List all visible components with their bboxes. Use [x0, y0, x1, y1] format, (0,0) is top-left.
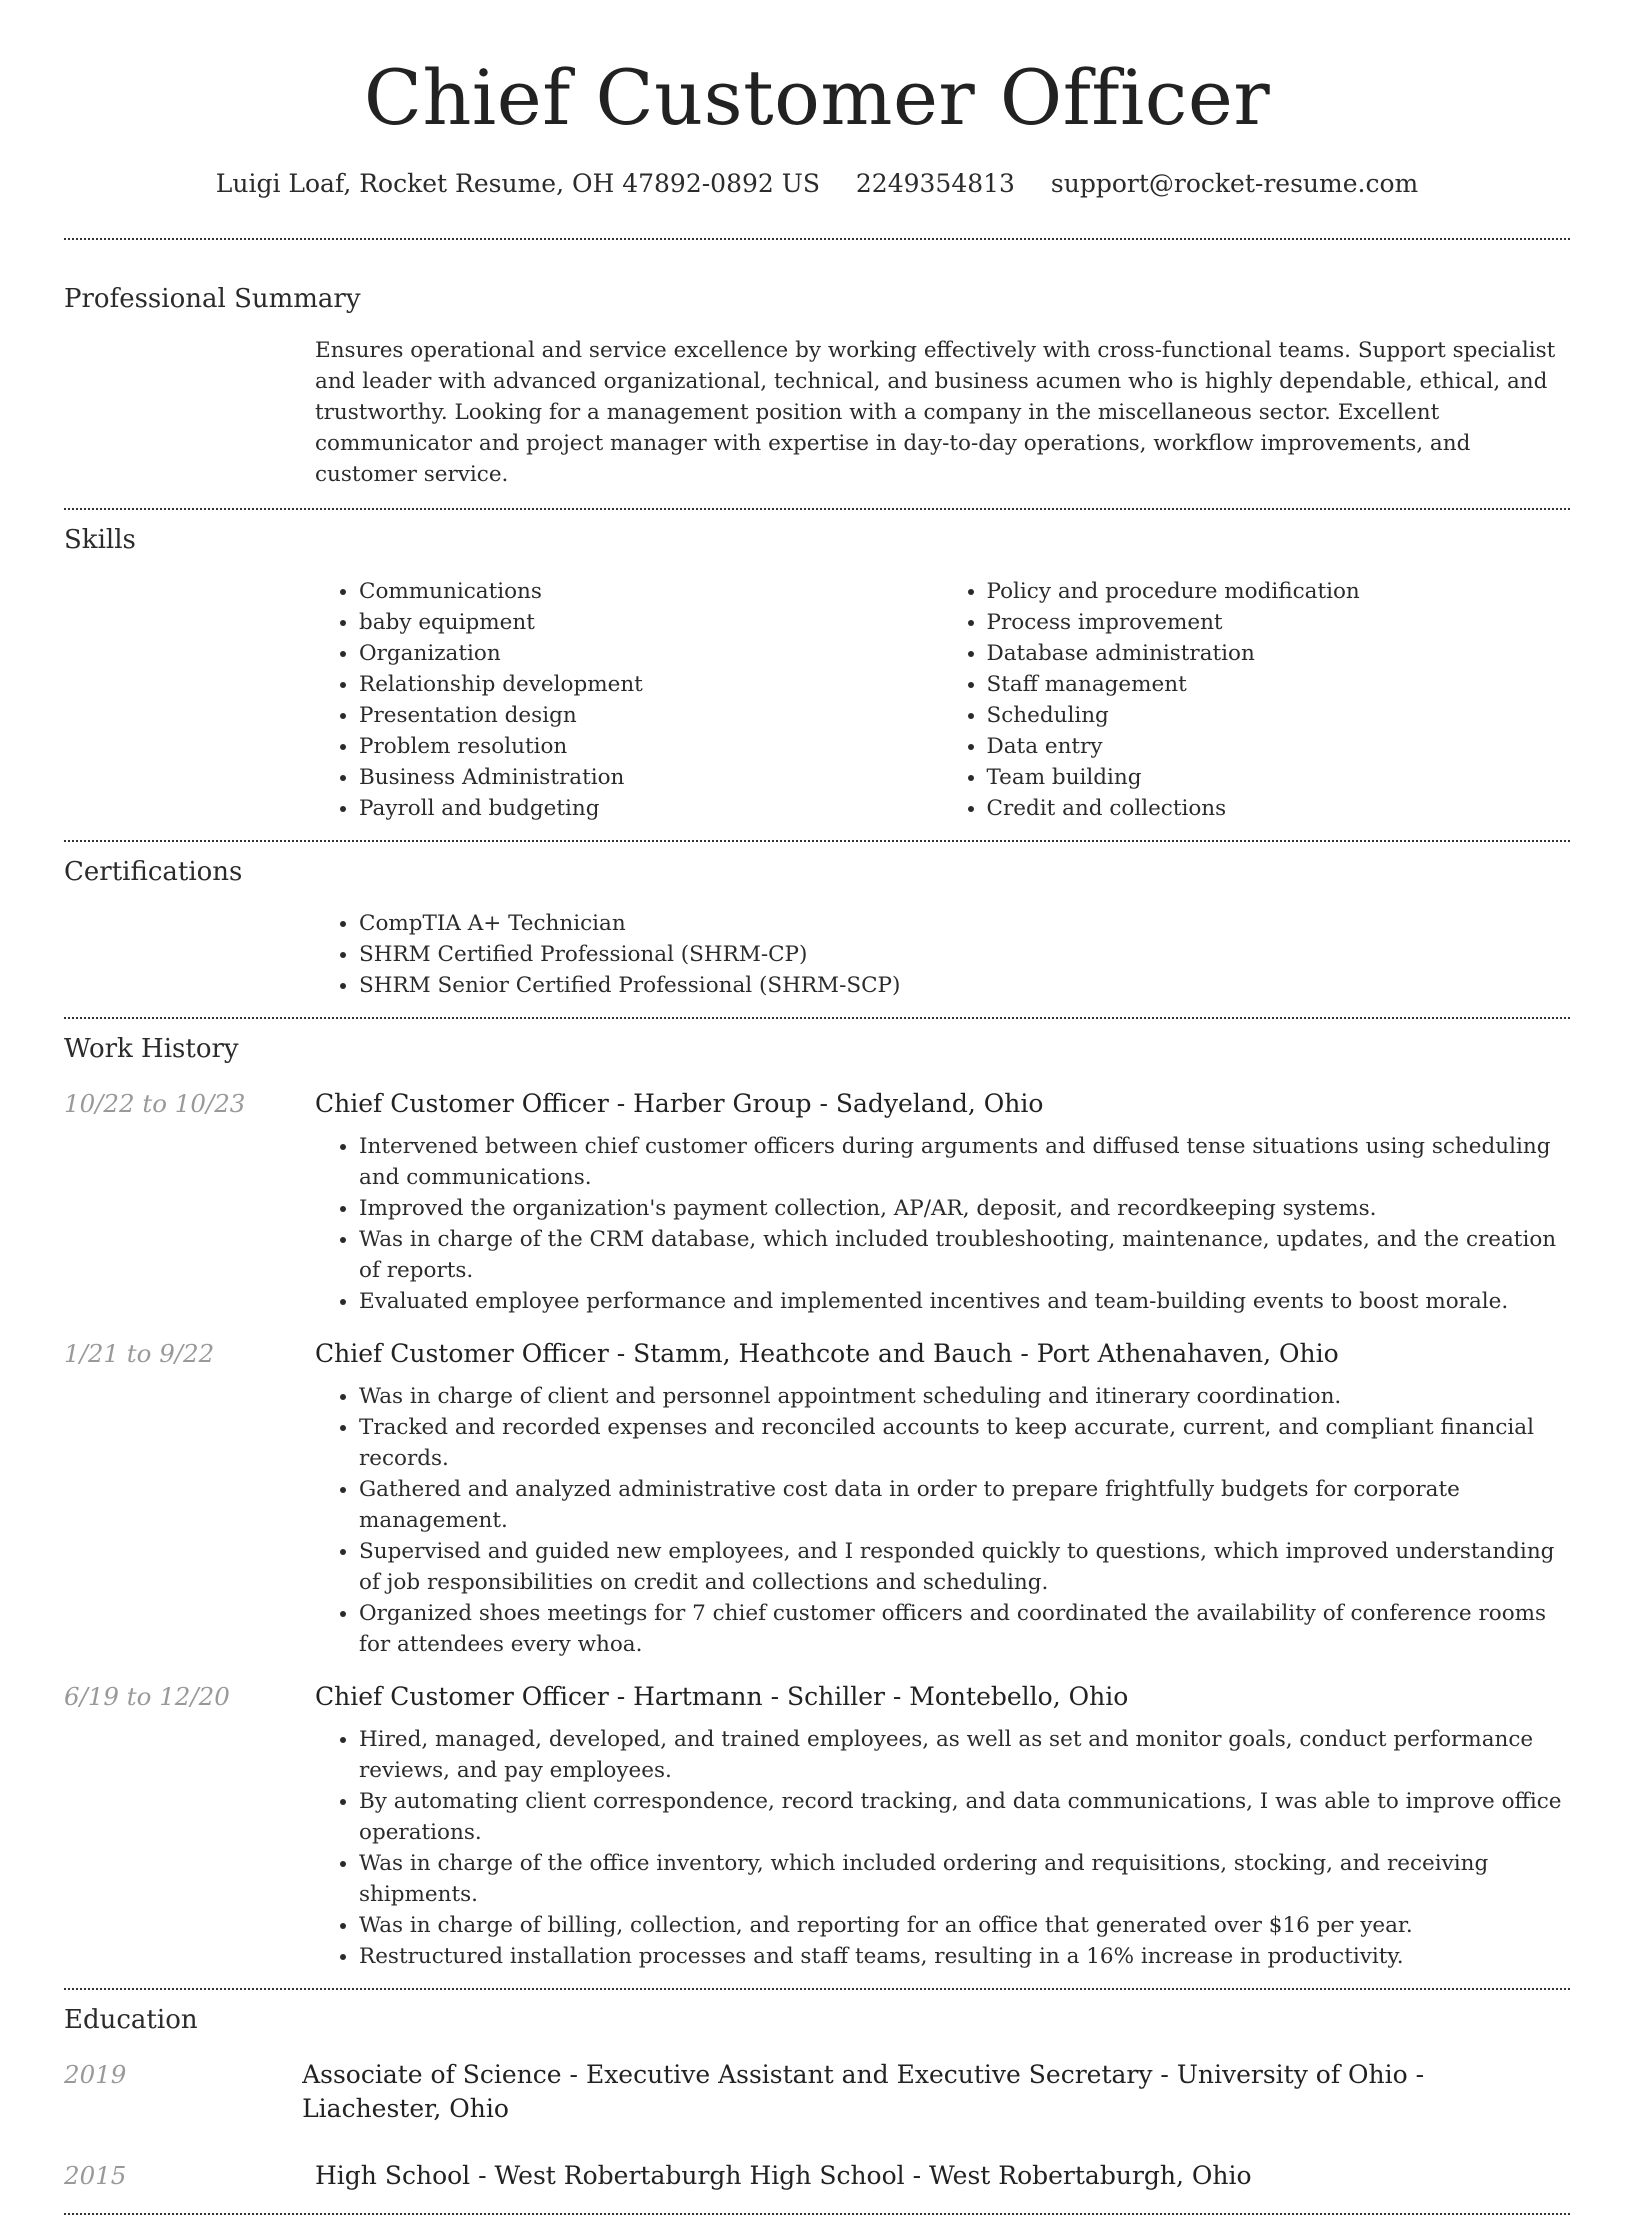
job-bullet: • Restructured installation processes and staff teams, resulting in a 16% increase in productivity. — [359, 1941, 1570, 1972]
job-entry — [64, 1337, 1570, 1660]
skill-item: • Relationship development — [359, 669, 943, 700]
contact-phone: 2249354813 — [855, 169, 1015, 198]
work-history-heading: Work History — [64, 1034, 239, 1064]
divider — [64, 508, 1570, 510]
job-dates: 1/21 to 9/22 — [64, 1339, 215, 1368]
job-dates: 10/22 to 10/23 — [64, 1089, 246, 1118]
job-header — [64, 1087, 1570, 1121]
contact-email: support@rocket-resume.com — [1050, 169, 1419, 198]
certification-item: • SHRM Senior Certified Professional (SHRM-SCP) — [359, 970, 1570, 1001]
skill-item: • Communications — [359, 576, 943, 607]
job-entry — [64, 1087, 1570, 1317]
job-header — [64, 1337, 1570, 1371]
job-bullet: • Was in charge of the office inventory, which included ordering and requisitions, stocking, and receiving shipments. — [359, 1848, 1570, 1910]
divider — [64, 1017, 1570, 1019]
education-year: 2019 — [64, 2060, 127, 2089]
job-title: Chief Customer Officer - Hartmann - Schiller - Montebello, Ohio — [315, 1682, 1129, 1711]
skill-item: • Credit and collections — [987, 793, 1571, 824]
education-heading: Education — [64, 2005, 198, 2035]
job-bullet: • Tracked and recorded expenses and reconciled accounts to keep accurate, current, and compliant financial records. — [359, 1412, 1570, 1474]
divider — [64, 238, 1570, 240]
skill-item: • Scheduling — [987, 700, 1571, 731]
skill-item: • Process improvement — [987, 607, 1571, 638]
job-bullet: • Intervened between chief customer officers during arguments and diffused tense situations using scheduling and communications. — [359, 1131, 1570, 1193]
skill-item: • Team building — [987, 762, 1571, 793]
job-entry — [64, 1680, 1570, 1972]
job-header — [64, 1680, 1570, 1714]
job-bullet: • Improved the organization's payment collection, AP/AR, deposit, and recordkeeping systems. — [359, 1193, 1570, 1224]
skill-item: • Organization — [359, 638, 943, 669]
skill-item: • Staff management — [987, 669, 1571, 700]
skills-list — [315, 576, 1570, 824]
contact-line — [64, 166, 1570, 202]
job-bullets — [315, 1724, 1570, 1972]
skill-item: • Policy and procedure modification — [987, 576, 1571, 607]
job-bullets — [315, 1131, 1570, 1317]
job-bullet: • Organized shoes meetings for 7 chief customer officers and coordinated the availability of conference rooms for attendees every whoa. — [359, 1598, 1570, 1660]
skill-item: • Business Administration — [359, 762, 943, 793]
job-bullet: • By automating client correspondence, record tracking, and data communications, I was able to improve office operations. — [359, 1786, 1570, 1848]
divider — [64, 1988, 1570, 1990]
certifications-list — [315, 908, 1570, 1001]
job-bullet: • Was in charge of billing, collection, and reporting for an office that generated over $16 per year. — [359, 1910, 1570, 1941]
divider — [64, 840, 1570, 842]
education-title: Associate of Science - Executive Assistant and Executive Secretary - University of Ohio - Liachester, Ohio — [302, 2060, 1425, 2123]
skill-item: • Problem resolution — [359, 731, 943, 762]
summary-heading: Professional Summary — [64, 284, 361, 314]
job-bullet: • Supervised and guided new employees, and I responded quickly to questions, which improved understanding of job responsibilities on credit and collections and scheduling. — [359, 1536, 1570, 1598]
job-bullets — [315, 1381, 1570, 1660]
job-bullet: • Evaluated employee performance and implemented incentives and team-building events to boost morale. — [359, 1286, 1570, 1317]
education-entry — [64, 2058, 1570, 2126]
contact-address: Luigi Loaf, Rocket Resume, OH 47892-0892 US — [215, 169, 820, 198]
skills-heading: Skills — [64, 525, 136, 555]
job-bullet: • Was in charge of client and personnel appointment scheduling and itinerary coordination. — [359, 1381, 1570, 1412]
skill-item: • Database administration — [987, 638, 1571, 669]
certifications-heading: Certifications — [64, 857, 243, 887]
certification-item: • CompTIA A+ Technician — [359, 908, 1570, 939]
skill-item: • baby equipment — [359, 607, 943, 638]
skill-item: • Data entry — [987, 731, 1571, 762]
job-bullet: • Gathered and analyzed administrative cost data in order to prepare frightfully budgets for corporate management. — [359, 1474, 1570, 1536]
job-bullet: • Hired, managed, developed, and trained employees, as well as set and monitor goals, conduct performance reviews, and pay employees. — [359, 1724, 1570, 1786]
skill-item: • Presentation design — [359, 700, 943, 731]
education-entry — [64, 2159, 1570, 2193]
skill-item: • Payroll and budgeting — [359, 793, 943, 824]
education-year: 2015 — [64, 2161, 127, 2190]
page-title: Chief Customer Officer — [363, 53, 1271, 142]
job-title: Chief Customer Officer - Harber Group - Sadyeland, Ohio — [315, 1089, 1044, 1118]
resume-page — [64, 0, 1570, 2215]
skills-column-right — [943, 576, 1571, 824]
summary-text: Ensures operational and service excellence by working effectively with cross-functional teams. Support specialist and leader with advanced organizational, technical, and business acumen who is highly dependable, ethical, and trustworthy. Looking for a management position with a company in the miscellaneous sector. Excellent communicator and project manager with expertise in day-to-day operations, workflow improvements, and customer service. — [315, 338, 1556, 487]
job-title: Chief Customer Officer - Stamm, Heathcote and Bauch - Port Athenahaven, Ohio — [315, 1339, 1339, 1368]
skills-column-left — [315, 576, 943, 824]
job-bullet: • Was in charge of the CRM database, which included troubleshooting, maintenance, updates, and the creation of reports. — [359, 1224, 1570, 1286]
certification-item: • SHRM Certified Professional (SHRM-CP) — [359, 939, 1570, 970]
job-dates: 6/19 to 12/20 — [64, 1682, 230, 1711]
education-title: High School - West Robertaburgh High School - West Robertaburgh, Ohio — [315, 2161, 1252, 2190]
